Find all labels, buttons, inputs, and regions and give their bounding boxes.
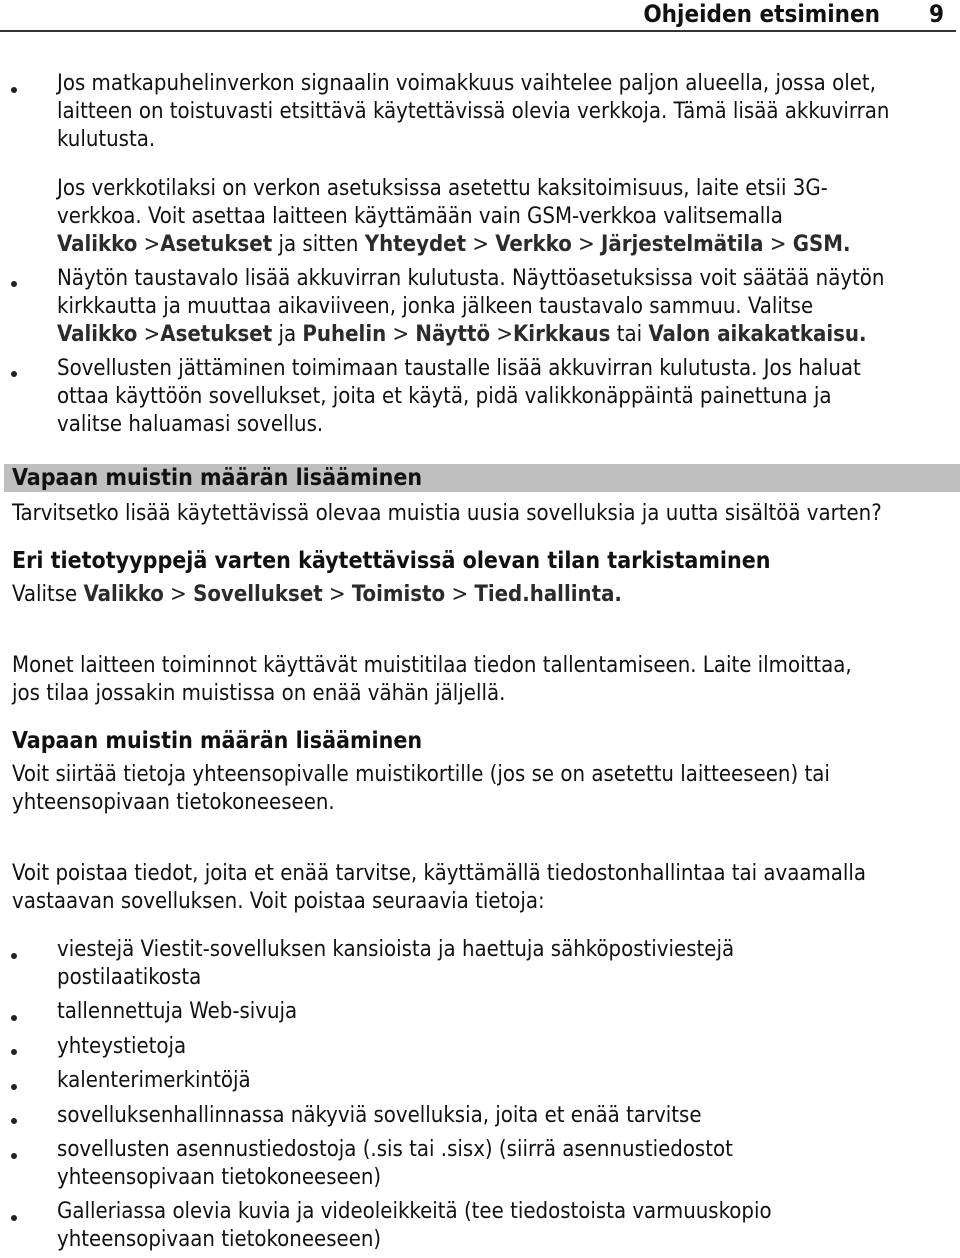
menu-toimisto: Toimisto [351, 582, 446, 607]
header-title: Ohjeiden etsiminen [643, 0, 880, 28]
list-item: kalenterimerkintöjä [57, 1068, 251, 1093]
section-title: Vapaan muistin määrän lisääminen [12, 465, 423, 491]
menu-valon-aikakatkaisu: Valon aikakatkaisu [648, 322, 859, 347]
bullet-dot [11, 953, 17, 959]
menu-naytto: Näyttö [415, 322, 491, 347]
page-number: 9 [928, 0, 944, 28]
path-separator: > [143, 232, 161, 257]
intro-line: Jos matkapuhelinverkon signaalin voimakkuus vaihtelee paljon alueella, jossa olet, [57, 71, 876, 96]
bullet-dot [11, 1153, 17, 1159]
menu-asetukset: Asetukset [160, 322, 273, 347]
path-or-text: tai [616, 322, 643, 347]
free-p1-line: yhteensopivaan tietokoneeseen. [12, 790, 335, 815]
display-menu-path [57, 321, 867, 349]
bullet-dot [11, 1049, 17, 1055]
page-header [0, 0, 956, 32]
menu-yhteydet: Yhteydet [364, 232, 467, 257]
select-text: Valitse [12, 582, 78, 607]
path-separator: > [496, 322, 513, 347]
list-item-cont: postilaatikosta [57, 965, 202, 990]
list-item: yhteystietoja [57, 1034, 187, 1059]
intro-line: Jos verkkotilaksi on verkon asetuksissa asetettu kaksitoimisuus, laite etsii 3G- [57, 176, 828, 201]
path-separator: > [472, 232, 489, 257]
bullet-dot [11, 1015, 17, 1021]
section-band [4, 464, 960, 492]
path-join-text: ja sitten [278, 232, 359, 257]
intro-line: laitteen on toistuvasti etsittävä käytettävissä olevia verkkoja. Tämä lisää akkuvirran [57, 99, 890, 124]
bullet-dot [11, 1215, 17, 1221]
menu-gsm: GSM [792, 232, 843, 257]
apps-line: valitse haluamasi sovellus. [57, 412, 324, 437]
intro-line: kulutusta. [57, 127, 156, 152]
free-p2-line: Voit poistaa tiedot, joita et enää tarvitse, käyttämällä tiedostonhallintaa tai avaamalla [12, 861, 867, 886]
path-end: . [859, 322, 867, 347]
path-end: . [842, 232, 851, 257]
menu-verkko: Verkko [495, 232, 572, 257]
menu-jarjestelmatila: Järjestelmätila [601, 232, 764, 257]
apps-line: ottaa käyttöön sovellukset, joita et käytä, pidä valikkonäppäintä painettuna ja [57, 384, 832, 409]
path-separator: > [143, 322, 161, 347]
menu-tied-hallinta: Tied.hallinta [474, 582, 615, 607]
path-separator: > [578, 232, 595, 257]
free-memory-heading: Vapaan muistin määrän lisääminen [12, 728, 423, 754]
list-item: Galleriassa olevia kuvia ja videoleikkeitä (tee tiedostoista varmuuskopio [57, 1199, 772, 1224]
menu-sovellukset: Sovellukset [193, 582, 323, 607]
check-heading: Eri tietotyyppejä varten käytettävissä olevan tilan tarkistaminen [12, 548, 771, 574]
bullet-dot [11, 1084, 17, 1090]
display-line: kirkkautta ja muuttaa aikaviiveen, jonka jälkeen taustavalo sammuu. Valitse [57, 294, 814, 319]
section-question: Tarvitsetko lisää käytettävissä olevaa muistia uusia sovelluksia ja uutta sisältöä varten? [12, 501, 882, 526]
list-item: sovellusten asennustiedostoja (.sis tai .sisx) (siirrä asennustiedostot [57, 1137, 733, 1162]
path-separator: > [769, 232, 787, 257]
path-separator: > [451, 582, 469, 607]
menu-valikko: Valikko [57, 322, 138, 347]
path-separator: > [329, 582, 346, 607]
list-item-cont: yhteensopivaan tietokoneeseen) [57, 1165, 382, 1190]
gsm-menu-path [57, 231, 850, 259]
bullet-dot [11, 281, 17, 287]
free-p2-line: vastaavan sovelluksen. Voit poistaa seuraavia tietoja: [12, 889, 545, 914]
list-item: sovelluksenhallinnassa näkyviä sovelluksia, joita et enää tarvitse [57, 1103, 702, 1128]
intro-line: verkkoa. Voit asettaa laitteen käyttämään vain GSM-verkkoa valitsemalla [57, 204, 783, 229]
menu-asetukset: Asetukset [160, 232, 273, 257]
display-line: Näytön taustavalo lisää akkuvirran kulutusta. Näyttöasetuksissa voit säätää näytön [57, 266, 885, 291]
info-line: Monet laitteen toiminnot käyttävät muistitilaa tiedon tallentamiseen. Laite ilmoittaa, [12, 653, 852, 678]
bullet-dot [11, 371, 17, 377]
apps-line: Sovellusten jättäminen toimimaan taustalle lisää akkuvirran kulutusta. Jos haluat [57, 356, 861, 381]
list-item: tallennettuja Web-sivuja [57, 999, 298, 1024]
bullet-dot [11, 87, 17, 93]
menu-kirkkaus: Kirkkaus [512, 322, 611, 347]
bullet-dot [11, 1118, 17, 1124]
path-and-text: ja [278, 322, 297, 347]
path-end: . [614, 582, 622, 607]
path-separator: > [170, 582, 187, 607]
path-separator: > [392, 322, 410, 347]
menu-valikko: Valikko [57, 232, 138, 257]
info-line: jos tilaa jossakin muistissa on enää vähän jäljellä. [12, 681, 506, 706]
list-item-cont: yhteensopivaan tietokoneeseen) [57, 1227, 382, 1252]
menu-puhelin: Puhelin [302, 322, 387, 347]
menu-valikko: Valikko [83, 582, 164, 607]
list-item: viestejä Viestit-sovelluksen kansioista ja haettuja sähköpostiviestejä [57, 937, 735, 962]
check-menu-path [12, 581, 622, 609]
free-p1-line: Voit siirtää tietoja yhteensopivalle muistikortille (jos se on asetettu laitteeseen) tai [12, 762, 830, 787]
